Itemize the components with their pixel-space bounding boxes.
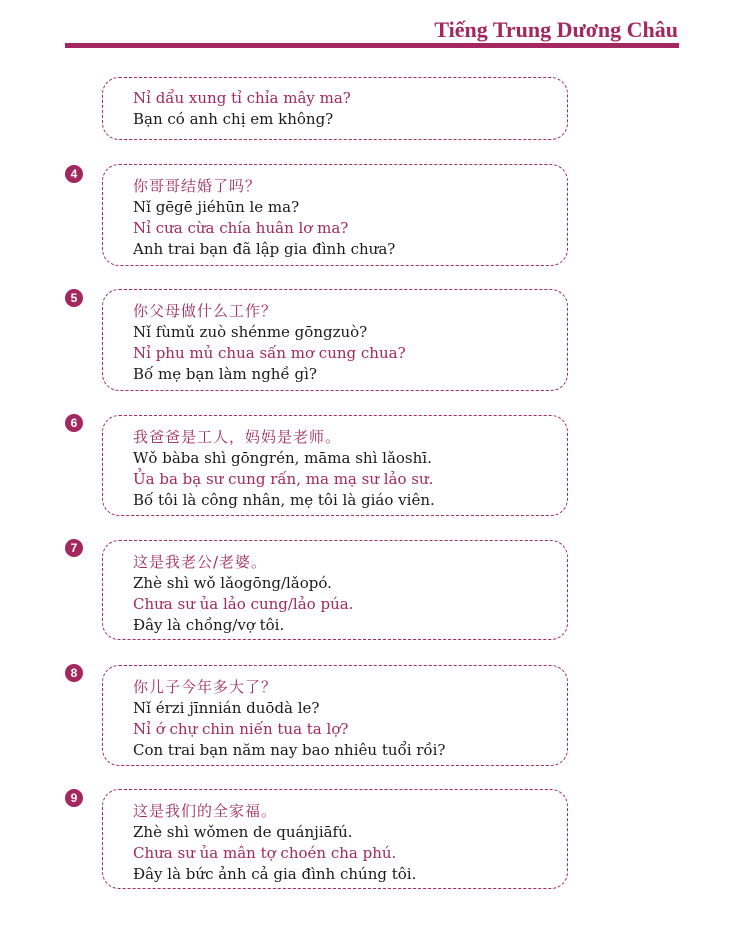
pinyin: Zhè shì wǒ lǎogōng/lǎopó.	[133, 574, 332, 592]
phrase-card-9	[102, 789, 568, 889]
vietnamese-reading: Chưa sư ủa lảo cung/lảo púa.	[133, 595, 354, 613]
item-number-4: 4	[65, 165, 83, 183]
vietnamese-meaning: Đây là bức ảnh cả gia đình chúng tôi.	[133, 865, 417, 883]
pinyin: Nǐ érzi jīnnián duōdà le?	[133, 699, 320, 717]
chinese-text: 你哥哥结婚了吗？	[133, 177, 262, 195]
vietnamese-meaning: Bạn có anh chị em không?	[133, 110, 334, 128]
vietnamese-meaning: Anh trai bạn đã lập gia đình chưa?	[133, 240, 396, 258]
phrase-card-8	[102, 665, 568, 766]
brand-title: Tiếng Trung Dương Châu	[434, 17, 678, 42]
vietnamese-reading: Chưa sư ủa mân tợ choén cha phú.	[133, 844, 397, 862]
vietnamese-reading: Nỉ ớ chự chin niến tua ta lợ?	[133, 720, 349, 738]
vietnamese-reading: Nỉ phu mủ chua sấn mơ cung chua?	[133, 344, 406, 362]
item-number-9: 9	[65, 789, 83, 807]
phrase-card-5	[102, 289, 568, 391]
item-number-6: 6	[65, 414, 83, 432]
pinyin: Wǒ bàba shì gōngrén, māma shì lǎoshī.	[133, 449, 432, 467]
chinese-text: 你儿子今年多大了？	[133, 678, 278, 696]
chinese-text: 这是我们的全家福。	[133, 802, 278, 820]
phrase-card-7	[102, 540, 568, 640]
phrase-card-4	[102, 164, 568, 266]
pinyin: Nǐ gēgē jiéhūn le ma?	[133, 198, 300, 216]
vietnamese-reading: Nỉ dẩu xung tỉ chỉa mây ma?	[133, 89, 351, 107]
pinyin: Zhè shì wǒmen de quánjiāfú.	[133, 823, 353, 841]
item-number-8: 8	[65, 664, 83, 682]
pinyin: Nǐ fùmǔ zuò shénme gōngzuò?	[133, 323, 368, 341]
vietnamese-meaning: Bố mẹ bạn làm nghề gì?	[133, 365, 317, 383]
item-number-7: 7	[65, 539, 83, 557]
header-rule	[65, 43, 679, 48]
item-number-5: 5	[65, 289, 83, 307]
chinese-text: 我爸爸是工人，妈妈是老师。	[133, 428, 342, 446]
vietnamese-meaning: Bố tôi là công nhân, mẹ tôi là giáo viên.	[133, 491, 435, 509]
chinese-text: 这是我老公/老婆。	[133, 553, 268, 571]
vietnamese-reading: Nỉ cưa cừa chía huân lơ ma?	[133, 219, 349, 237]
vietnamese-meaning: Đây là chồng/vợ tôi.	[133, 616, 285, 634]
vietnamese-meaning: Con trai bạn năm nay bao nhiêu tuổi rồi?	[133, 741, 446, 759]
phrase-card-continued	[102, 77, 568, 140]
vietnamese-reading: Ủa ba bạ sư cung rấn, ma mạ sư lảo sư.	[133, 470, 434, 488]
chinese-text: 你父母做什么工作？	[133, 302, 278, 320]
phrase-card-6	[102, 415, 568, 516]
